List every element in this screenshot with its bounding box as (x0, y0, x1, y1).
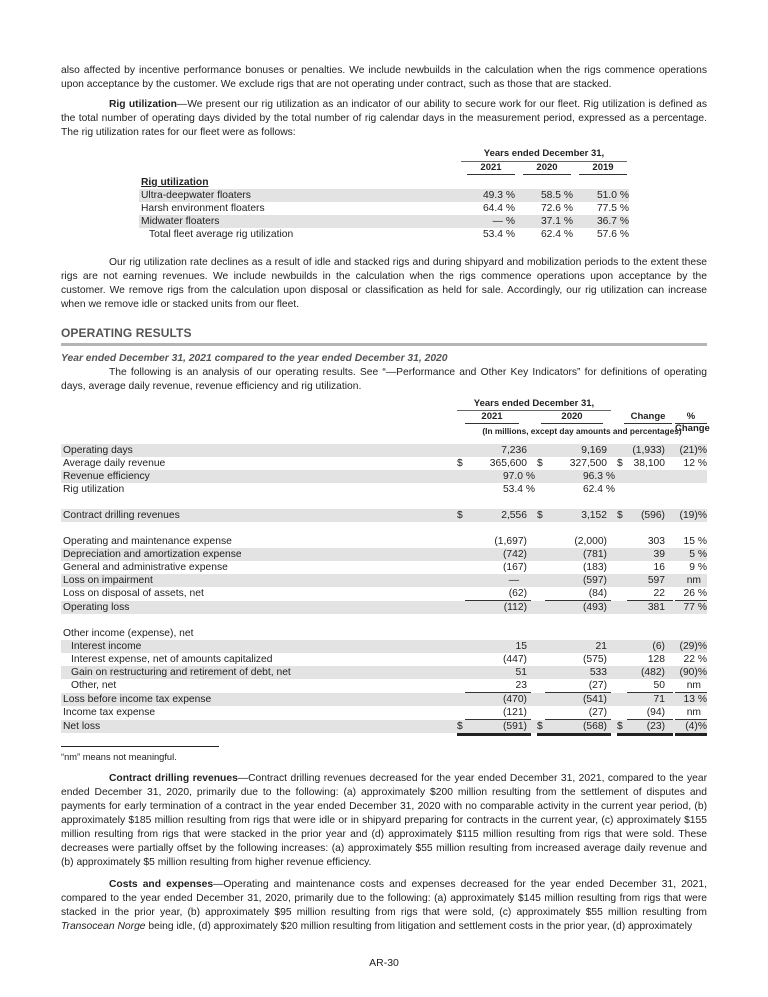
table-row-total: Net loss $ (591) $ (568) $ (23) (4)% (61, 720, 707, 733)
table-row: Midwater floaters — % 37.1 % 36.7 % (141, 216, 629, 227)
table-row-subtotal: Loss before income tax expense (470) (541) 71 13 % (63, 694, 707, 705)
rig-table-header: Years ended December 31, (461, 148, 627, 162)
rig-col-2021: 2021 (467, 162, 515, 175)
rig-utilization-table (61, 148, 707, 240)
table-row: Harsh environment floaters 64.4 % 72.6 % 77.5 % (141, 203, 629, 214)
section-title: OPERATING RESULTS (61, 326, 707, 346)
rig-col-2020: 2020 (523, 162, 571, 175)
table-row: Revenue efficiency 97.0 % 96.3 % (61, 470, 707, 483)
footnote: “nm” means not meaningful. (61, 752, 177, 762)
op-col-2021: 2021 (465, 411, 519, 424)
table-row: Depreciation and amortization expense (742) (781) 39 5 % (63, 549, 707, 560)
table-row: Operating days 7,236 9,169 (1,933) (21)% (63, 445, 707, 456)
table-row-heading: Other income (expense), net (63, 628, 194, 639)
table-row: Ultra-deepwater floaters 49.3 % 58.5 % 51.0 % (141, 190, 629, 201)
rig-name: Transocean Norge (61, 921, 146, 932)
table-row: Average daily revenue $ 365,600 $ 327,500 $ 38,100 12 % (63, 458, 707, 469)
section-subtitle: Year ended December 31, 2021 compared to the year ended December 31, 2020 (61, 353, 448, 364)
table-row-total: Total fleet average rig utilization 53.4 % 62.4 % 57.6 % (149, 229, 629, 240)
table-row: Income tax expense (121) (27) (94) nm (61, 706, 707, 719)
op-col-change: Change (624, 411, 672, 424)
table-row: Interest expense, net of amounts capitalized (447) (575) 128 22 % (71, 654, 707, 665)
rig-utilization-definition: Rig utilization—We present our rig utilization as an indicator of our ability to secure work for our fleet. Rig utilization is defined as the total number of operating days divided by the total number of rig calendar days in the measurement period, expressed as a percentage. The rig utilization rates for our fleet were as follows: (61, 99, 707, 138)
op-col-pct-change: % Change (675, 411, 710, 434)
table-row: Rig utilization 53.4 % 62.4 % (63, 484, 615, 495)
op-col-2020: 2020 (541, 411, 603, 424)
table-row-subtotal: Operating loss (112) (493) 381 77 % (63, 602, 707, 613)
units-note: (In millions, except day amounts and percentages) (482, 426, 682, 436)
utilization-decline-paragraph: Our rig utilization rate declines as a result of idle and stacked rigs and during shipyard and mobilization periods to the extent these rigs are not earning revenues. We include newbuilds in the calculation when the rigs commence operations upon acceptance by the customer. We remove rigs from the calculation upon disposal or classification as held for sale. Accordingly, our rig utilization can increase when we remove idle or stacked units from our fleet. (61, 257, 707, 310)
rig-section-label: Rig utilization (141, 177, 209, 188)
page-body (61, 64, 710, 934)
table-row: Operating and maintenance expense (1,697) (2,000) 303 15 % (63, 536, 707, 547)
table-row: Gain on restructuring and retirement of debt, net 51 533 (482) (90)% (61, 666, 707, 679)
intro-paragraph: also affected by incentive performance bonuses or penalties. We include newbuilds in the calculation when the rigs commence operations upon acceptance by the customer. We exclude rigs that are not operating under contract, such as those that are stacked. (61, 65, 707, 90)
rig-col-2019: 2019 (579, 162, 627, 175)
rig-utilization-term: Rig utilization (109, 99, 177, 110)
rig-section-label-row (139, 176, 629, 189)
page-number: AR-30 (369, 957, 399, 969)
table-row: Contract drilling revenues $ 2,556 $ 3,152 $ (596) (19)% (63, 510, 707, 521)
operating-results-table (61, 398, 710, 758)
contract-drilling-revenues-paragraph: Contract drilling revenues—Contract drilling revenues decreased for the year ended December 31, 2021, compared to the year ended December 31, 2020, primarily due to the following: (a) approximately $200 million resulting from the settlement of disputes and payments for early termination of a contract in the year ended December 31, 2020 with no comparable activity in the current year period, (b) approximately $185 million resulting from rigs that were idle or in shipyard preparing for contracts in the current year, (c) approximately $155 million resulting from rigs that were stacked in the prior year and (d) approximately $115 million resulting from rigs that were sold. These decreases were partially offset by the following increases: (a) approximately $55 million resulting from increased average daily revenue and (b) approximately $5 million resulting from higher revenue efficiency. (61, 773, 707, 868)
costs-and-expenses-paragraph: Costs and expenses—Operating and maintenance costs and expenses decreased for the year ended December 31, 2021, compared to the year ended December 31, 2020, primarily due to the following: (a) approximately $145 million resulting from rigs that were stacked in the prior year, (b) approximately $95 million resulting from rigs that were sold, (c) approximately $55 million resulting from Transocean Norge being idle, (d) approximately $20 million resulting from litigation and settlement costs in the prior year, (d) approximately (61, 879, 707, 932)
table-row: Loss on disposal of assets, net (62) (84) 22 26 % (63, 588, 707, 599)
section-intro: The following is an analysis of our operating results. See “—Performance and Other Key Indicators” for definitions of operating days, average daily revenue, revenue efficiency and rig utilization. (61, 367, 707, 392)
table-row: General and administrative expense (167) (183) 16 9 % (63, 562, 707, 573)
table-row: Other, net 23 (27) 50 nm (61, 679, 707, 692)
table-row: Loss on impairment — (597) 597 nm (61, 574, 707, 587)
op-table-header: Years ended December 31, (457, 398, 611, 411)
table-row: Interest income 15 21 (6) (29)% (61, 640, 707, 653)
